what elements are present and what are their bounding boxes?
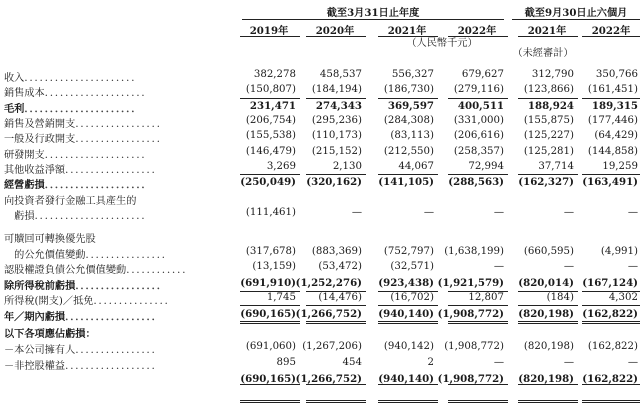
row-label — [4, 69, 141, 84]
table-cell: (923,438) — [378, 277, 434, 289]
row-leader-dots: ．．．．．．．．．．．．．．．．．．．． — [44, 150, 152, 161]
total-rule — [582, 384, 640, 385]
row-label-text: 銷售成本 — [4, 88, 45, 99]
table-cell: (820,198) — [518, 373, 574, 385]
row-label-text: 認股權證負債公允價值變動 — [4, 265, 127, 276]
total-rule — [240, 305, 300, 306]
row-label-text: 銷售及營銷開支 — [4, 119, 76, 130]
total-rule — [518, 174, 578, 175]
year-underline — [240, 36, 300, 37]
table-cell: (820,198) — [523, 341, 574, 352]
table-cell: (215,152) — [311, 146, 362, 157]
unaudited-note: （未經審計） — [512, 48, 574, 59]
total-rule — [582, 174, 640, 175]
table-cell: (125,281) — [523, 146, 574, 157]
table-cell: 189,315 — [591, 100, 638, 112]
table-cell: (820,198) — [518, 308, 574, 320]
table-cell: 2 — [427, 357, 434, 368]
total-rule — [518, 98, 578, 99]
table-cell: (161,451) — [587, 84, 638, 95]
total-rule — [240, 323, 300, 324]
table-cell: 1,745 — [266, 292, 296, 303]
row-label — [4, 84, 152, 99]
row-label — [4, 292, 175, 307]
total-rule — [582, 323, 640, 324]
row-label-text: 研發開支 — [4, 150, 45, 161]
total-rule — [518, 291, 578, 292]
table-cell: 19,259 — [602, 161, 638, 172]
total-rule — [378, 384, 438, 385]
table-cell: — — [627, 261, 638, 272]
table-cell: (691,060) — [245, 341, 296, 352]
row-label — [4, 115, 167, 130]
table-cell: — — [493, 357, 504, 368]
table-cell: 454 — [342, 357, 362, 368]
row-label-text: 可贖回可轉換優先股 — [4, 234, 96, 245]
table-cell: (162,822) — [582, 308, 638, 320]
table-cell: (1,921,579) — [437, 277, 504, 289]
table-cell: — — [563, 261, 574, 272]
table-cell: 458,537 — [319, 69, 362, 80]
row-leader-dots: ．．．．．．．．．．．．．．．． — [85, 250, 172, 261]
row-leader-dots: ．．．．．．．．．．．．．．．．． — [75, 134, 167, 145]
total-rule — [378, 321, 438, 322]
table-cell: (317,678) — [245, 246, 296, 257]
row-label — [4, 176, 152, 191]
table-cell: 895 — [276, 357, 296, 368]
total-rule — [306, 305, 366, 306]
total-rule — [240, 400, 300, 401]
row-label-text: 一般及行政開支 — [4, 134, 76, 145]
table-cell: — — [563, 207, 574, 218]
table-cell: 274,343 — [315, 100, 362, 112]
table-cell: (1,908,772) — [437, 373, 504, 385]
table-cell: (320,162) — [306, 176, 362, 188]
total-rule — [306, 291, 366, 292]
row-label-text: 收入 — [4, 73, 25, 84]
group1-title: 截至3月31日止年度 — [326, 7, 420, 19]
table-cell: 37,714 — [538, 161, 574, 172]
table-cell: (1,252,276) — [295, 277, 362, 289]
total-rule — [240, 291, 300, 292]
row-leader-dots: ．．．．．．．．．．．．．．．．．． — [65, 165, 162, 176]
year-header: 2021年 — [527, 25, 567, 37]
table-cell: (167,124) — [582, 277, 638, 289]
year-underline — [582, 36, 640, 37]
table-cell: (13,159) — [252, 261, 296, 272]
table-cell: 4,302 — [608, 292, 638, 303]
total-rule — [582, 291, 640, 292]
table-cell: (64,429) — [594, 130, 638, 141]
total-rule — [448, 323, 508, 324]
table-cell: (162,822) — [582, 373, 638, 385]
table-cell: (144,858) — [587, 146, 638, 157]
row-label — [4, 100, 141, 115]
table-cell: — — [563, 357, 574, 368]
row-label — [4, 261, 192, 276]
row-leader-dots: ．．．．．．．．．．．．．．． — [93, 296, 175, 307]
table-cell: 231,471 — [249, 100, 296, 112]
table-cell: (83,113) — [390, 130, 434, 141]
row-leader-dots: ．．．．．．．．．．．．．．．．．． — [65, 311, 162, 323]
year-header: 2022年 — [457, 25, 497, 37]
table-cell: (1,266,752) — [295, 373, 362, 385]
total-rule — [240, 384, 300, 385]
table-cell: (150,807) — [245, 84, 296, 95]
total-rule — [378, 305, 438, 306]
table-cell: 312,790 — [531, 69, 574, 80]
year-underline — [306, 36, 366, 37]
total-rule — [378, 174, 438, 175]
table-cell: (1,638,199) — [444, 246, 504, 257]
row-label-text: －本公司擁有人 — [4, 345, 76, 356]
table-cell: (155,538) — [245, 130, 296, 141]
unit-note: （人民幣千元） — [406, 38, 478, 49]
table-cell: (186,730) — [383, 84, 434, 95]
group1-rule — [242, 19, 504, 20]
total-rule — [240, 98, 300, 99]
table-cell: (184) — [546, 292, 574, 303]
table-cell: (752,797) — [383, 246, 434, 257]
table-cell: (184,194) — [311, 84, 362, 95]
total-rule — [448, 384, 508, 385]
table-cell: (279,116) — [453, 84, 504, 95]
row-label — [4, 207, 152, 222]
table-cell: (690,165) — [240, 308, 296, 320]
table-cell: (940,142) — [383, 341, 434, 352]
row-label — [4, 325, 96, 340]
row-label — [4, 192, 136, 207]
row-leader-dots: ．．．．．．．．．．．． — [126, 265, 193, 276]
total-rule — [306, 400, 366, 401]
table-cell: 2,130 — [332, 161, 362, 172]
table-cell: (125,227) — [523, 130, 574, 141]
row-label — [4, 230, 96, 245]
total-rule — [448, 321, 508, 322]
row-leader-dots: ．．．．．．．．．．．．．．．．．．．． — [44, 88, 152, 99]
table-cell: 556,327 — [391, 69, 434, 80]
table-cell: (162,822) — [587, 341, 638, 352]
row-leader-dots: ．．．．．．．．．．．．．．．．．．．．．． — [34, 211, 152, 222]
table-cell: (250,049) — [240, 176, 296, 188]
total-rule — [448, 291, 508, 292]
table-cell: (110,173) — [311, 130, 362, 141]
total-rule — [306, 98, 366, 99]
table-cell: (123,866) — [523, 84, 574, 95]
table-cell: (146,479) — [245, 146, 296, 157]
table-cell: — — [627, 207, 638, 218]
table-cell: (288,563) — [448, 176, 504, 188]
table-cell: (691,910) — [240, 277, 296, 289]
table-cell: (940,140) — [378, 308, 434, 320]
table-cell: 188,924 — [527, 100, 574, 112]
table-cell: (660,595) — [523, 246, 574, 257]
year-header: 2020年 — [315, 25, 355, 37]
row-label — [4, 130, 167, 145]
table-cell: (284,308) — [383, 115, 434, 126]
table-cell: (883,369) — [311, 246, 362, 257]
total-rule — [518, 400, 578, 401]
table-cell: — — [493, 207, 504, 218]
row-label-text: 所得稅(開支)／抵免 — [4, 296, 94, 307]
table-cell: (14,476) — [318, 292, 362, 303]
total-rule — [378, 291, 438, 292]
row-leader-dots: ．．．．．．．．．．．．．．．． — [75, 345, 162, 356]
total-rule — [306, 321, 366, 322]
row-label — [4, 357, 162, 372]
table-cell: 12,807 — [468, 292, 504, 303]
table-cell: (1,266,752) — [295, 308, 362, 320]
table-cell: 400,511 — [457, 100, 504, 112]
year-header: 2022年 — [591, 25, 631, 37]
row-label-text: －非控股權益 — [4, 361, 66, 372]
table-cell: (1,267,206) — [302, 341, 362, 352]
table-cell: 679,627 — [461, 69, 504, 80]
total-rule — [240, 321, 300, 322]
row-label-text: 毛利 — [4, 103, 25, 115]
row-label-text: 虧損 — [4, 211, 35, 222]
year-header: 2019年 — [249, 25, 289, 37]
table-cell: (163,491) — [582, 176, 638, 188]
table-cell: 382,278 — [253, 69, 296, 80]
row-label — [4, 341, 162, 356]
total-rule — [306, 174, 366, 175]
table-cell: (940,140) — [378, 373, 434, 385]
year-header: 2021年 — [387, 25, 427, 37]
row-leader-dots: ．．．．．．．．．．．．．．．．．．．．．． — [24, 103, 142, 115]
row-label-text: 的公允價值變動 — [4, 250, 86, 261]
total-rule — [582, 305, 640, 306]
row-label-text: 經營虧損 — [4, 179, 45, 191]
total-rule — [582, 98, 640, 99]
group2-rule — [512, 19, 640, 20]
row-label — [4, 161, 162, 176]
table-cell: 44,067 — [398, 161, 434, 172]
row-label-text: 其他收益淨額 — [4, 165, 66, 176]
total-rule — [378, 400, 438, 401]
table-cell: 350,766 — [595, 69, 638, 80]
table-cell: — — [423, 207, 434, 218]
table-cell: — — [351, 207, 362, 218]
table-cell: (32,571) — [390, 261, 434, 272]
total-rule — [306, 384, 366, 385]
table-cell: (258,357) — [453, 146, 504, 157]
total-rule — [448, 98, 508, 99]
total-rule — [518, 323, 578, 324]
total-rule — [378, 98, 438, 99]
table-cell: 369,597 — [387, 100, 434, 112]
table-cell: 3,269 — [266, 161, 296, 172]
row-label — [4, 146, 152, 161]
table-cell: — — [627, 357, 638, 368]
table-cell: (155,875) — [523, 115, 574, 126]
table-cell: (820,014) — [518, 277, 574, 289]
table-cell: (295,236) — [311, 115, 362, 126]
total-rule — [448, 305, 508, 306]
table-cell: — — [493, 261, 504, 272]
row-leader-dots: ．．．．．．．．．．．．．．．．．．．． — [44, 179, 152, 191]
row-label — [4, 308, 162, 323]
total-rule — [240, 174, 300, 175]
row-leader-dots: ．．．．．．．．．．．．．．．．．． — [65, 361, 162, 372]
table-cell: (331,000) — [453, 115, 504, 126]
total-rule — [448, 174, 508, 175]
row-leader-dots: ．．．．．．．．．．．．．．．．．．．．．． — [24, 73, 142, 84]
row-label-text: 年／期內虧損 — [4, 311, 66, 323]
table-cell: (111,461) — [245, 207, 296, 218]
total-rule — [518, 321, 578, 322]
year-underline — [518, 36, 578, 37]
table-cell: (177,446) — [587, 115, 638, 126]
total-rule — [378, 323, 438, 324]
table-cell: (206,754) — [245, 115, 296, 126]
table-cell: (4,991) — [600, 246, 638, 257]
table-cell: (212,550) — [383, 146, 434, 157]
row-label-text: 以下各項應佔虧損： — [4, 328, 96, 340]
table-cell: (1,908,772) — [444, 341, 504, 352]
total-rule — [518, 305, 578, 306]
table-cell: (1,908,772) — [437, 308, 504, 320]
table-cell: (16,702) — [390, 292, 434, 303]
row-label — [4, 246, 172, 261]
total-rule — [448, 400, 508, 401]
total-rule — [582, 321, 640, 322]
row-label — [4, 277, 167, 292]
row-leader-dots: ．．．．．．．．．．．．．．．．． — [75, 119, 167, 130]
total-rule — [518, 384, 578, 385]
row-label-text: 除所得稅前虧損 — [4, 280, 76, 292]
row-label-text: 向投資者發行金融工具產生的 — [4, 196, 137, 207]
table-cell: (141,105) — [378, 176, 434, 188]
table-cell: (206,616) — [453, 130, 504, 141]
table-cell: 72,994 — [468, 161, 504, 172]
total-rule — [306, 323, 366, 324]
table-cell: (162,327) — [518, 176, 574, 188]
total-rule — [582, 400, 640, 401]
group2-title: 截至9月30日止六個月 — [524, 7, 628, 19]
table-cell: (690,165) — [240, 373, 296, 385]
row-leader-dots: ．．．．．．．．．．．．．．．．． — [75, 280, 167, 292]
table-cell: (53,472) — [318, 261, 362, 272]
